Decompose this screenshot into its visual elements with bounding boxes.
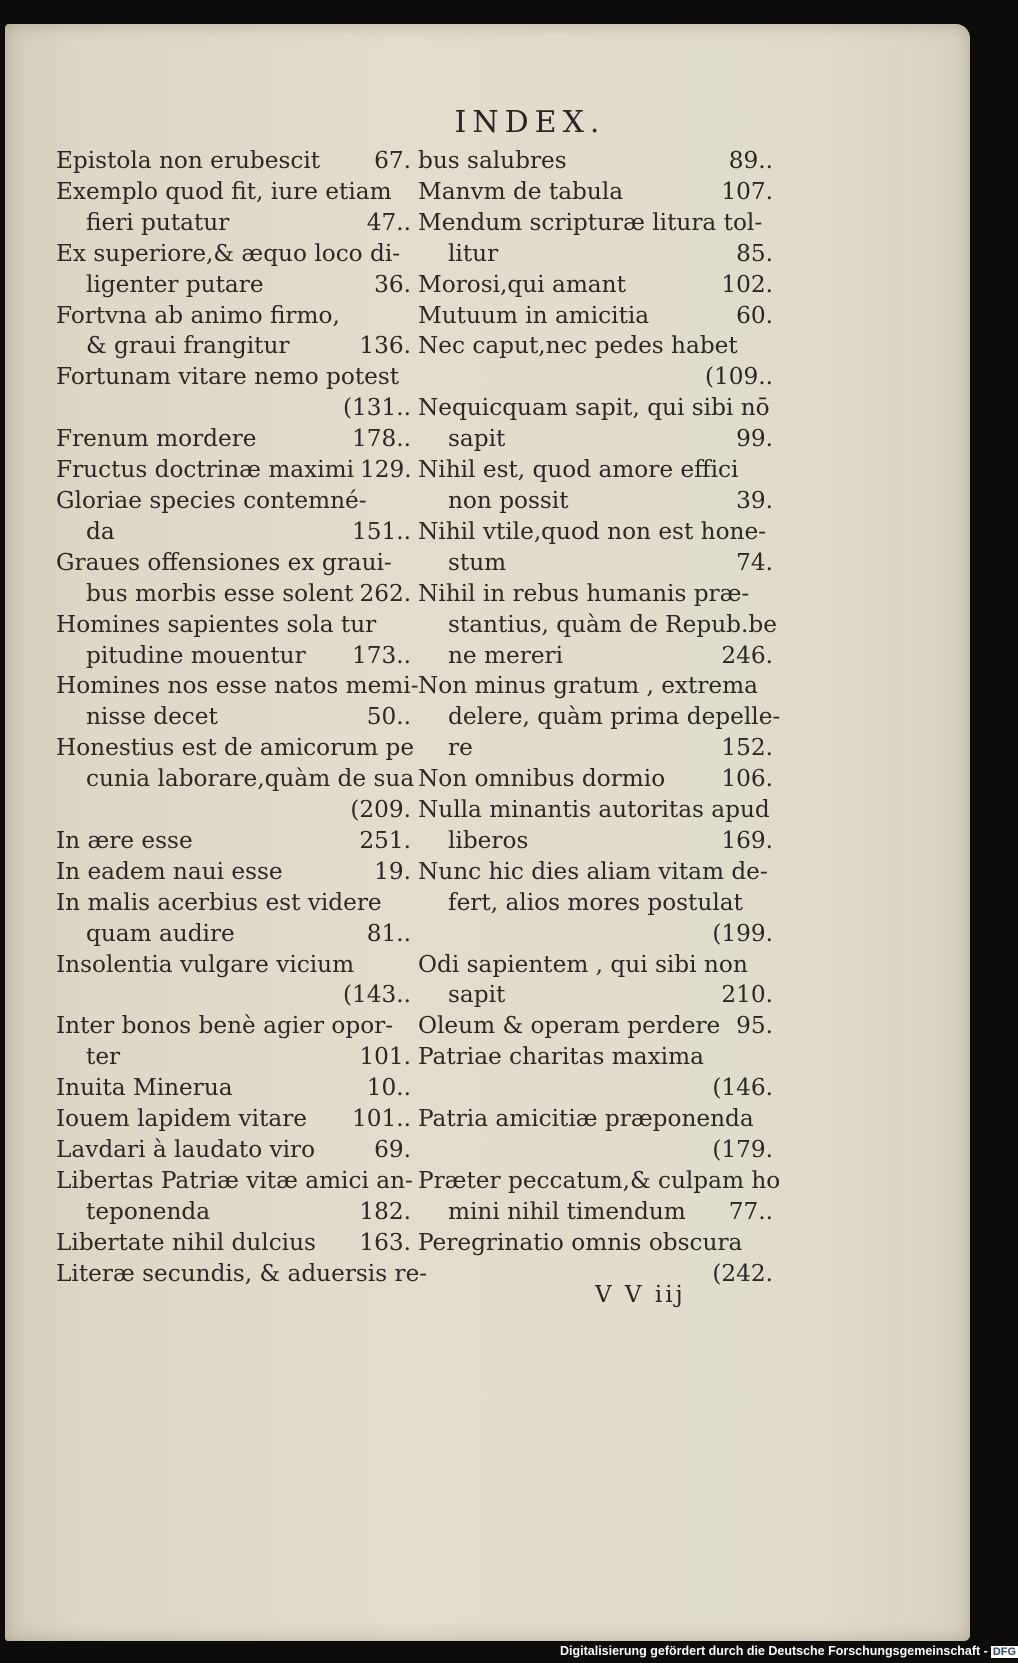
index-entry <box>418 764 773 795</box>
entry-text: Nulla minantis autoritas apud <box>418 796 770 824</box>
entry-text: Graues offensiones ex graui- <box>56 548 392 576</box>
index-entry <box>56 1166 411 1197</box>
entry-page-number: 136. <box>359 332 411 360</box>
entry-text: Nec caput,nec pedes habet <box>418 332 738 360</box>
index-entry <box>418 733 773 764</box>
entry-page-number: 106. <box>721 765 773 793</box>
index-entry <box>418 548 773 579</box>
entry-text: Nihil vtile,quod non est hone- <box>418 517 767 545</box>
entry-text: da <box>86 517 115 545</box>
entry-page-number: 10.. <box>366 1074 411 1102</box>
entry-page-number: 19. <box>374 857 411 885</box>
index-entry <box>418 888 773 919</box>
index-entry <box>418 980 773 1011</box>
entry-text: In eadem naui esse <box>56 857 283 885</box>
index-entry <box>418 177 773 208</box>
index-entry <box>418 610 777 641</box>
entry-page-number: 36. <box>374 270 411 298</box>
entry-text: bus salubres <box>418 147 567 174</box>
footer-text: Digitalisierung gefördert durch die Deutsche Forschungsgemeinschaft - <box>560 1644 988 1658</box>
index-entry <box>56 177 411 208</box>
entry-page-number: 182. <box>359 1197 411 1225</box>
index-entry <box>418 146 773 177</box>
entry-text: quam audire <box>86 919 235 947</box>
entry-text: Fructus doctrinæ maximi <box>56 456 355 484</box>
index-entry <box>56 795 411 826</box>
entry-page-number: 69. <box>374 1136 411 1163</box>
index-entry <box>56 239 411 270</box>
index-entry <box>418 1011 773 1042</box>
entry-page-number: 173.. <box>352 641 411 669</box>
entry-text: sapit <box>448 981 506 1009</box>
entry-page-number: 151.. <box>352 517 411 545</box>
entry-text: Odi sapientem , qui sibi non <box>418 950 748 978</box>
index-entry <box>418 239 773 270</box>
entry-text: In malis acerbius est videre <box>56 888 382 916</box>
entry-page-number: (131.. <box>342 394 411 422</box>
entry-text: Fortunam vitare nemo potest <box>56 363 400 391</box>
entry-text: Fortvna ab animo firmo, <box>56 301 340 329</box>
index-entry <box>418 1228 773 1259</box>
entry-page-number: 246. <box>721 641 773 669</box>
entry-page-number: 74. <box>736 548 773 576</box>
entry-text: litur <box>448 239 499 267</box>
index-entry <box>418 857 773 888</box>
entry-text: Nihil est, quod amore effici <box>418 456 739 484</box>
entry-text: Mendum scripturæ litura tol- <box>418 208 763 236</box>
entry-page-number: 85. <box>736 239 773 267</box>
index-entry <box>418 795 773 826</box>
index-entry <box>418 641 773 672</box>
entry-page-number: (209. <box>350 796 411 824</box>
entry-page-number: (179. <box>712 1136 773 1163</box>
index-column-left <box>56 146 428 1290</box>
index-entry <box>418 1197 773 1228</box>
entry-page-number: 47.. <box>366 208 411 236</box>
index-entry <box>418 1104 773 1135</box>
entry-page-number: 251. <box>359 826 411 854</box>
index-entry <box>418 919 773 950</box>
index-entry <box>418 1135 773 1166</box>
index-entry <box>56 671 419 702</box>
entry-text: ligenter putare <box>86 270 264 298</box>
index-entry <box>56 764 415 795</box>
entry-text: teponenda <box>86 1197 211 1225</box>
index-entry <box>56 950 411 981</box>
index-entry <box>418 362 773 393</box>
entry-text: Inter bonos benè agier opor- <box>56 1012 394 1040</box>
entry-text: Honestius est de amicorum pe <box>56 734 415 762</box>
entry-text: Libertate nihil dulcius <box>56 1228 316 1256</box>
entry-text: sapit <box>448 425 506 453</box>
index-entry <box>56 517 411 548</box>
entry-text: Præter peccatum,& culpam ho <box>418 1166 781 1194</box>
entry-text: bus morbis esse solent <box>86 579 354 607</box>
entry-text: In ære esse <box>56 826 193 854</box>
entry-text: Peregrinatio omnis obscura <box>418 1228 743 1256</box>
entry-text: nisse decet <box>86 703 218 731</box>
index-entry <box>418 702 781 733</box>
entry-text: Homines sapientes sola tur <box>56 610 377 638</box>
entry-page-number: 101. <box>359 1043 411 1071</box>
entry-page-number: 101.. <box>352 1105 411 1133</box>
entry-text: cunia laborare,quàm de sua <box>86 765 415 793</box>
entry-text: Insolentia vulgare vicium <box>56 950 355 978</box>
entry-page-number: 89.. <box>728 147 773 174</box>
entry-page-number: (242. <box>712 1259 773 1287</box>
entry-page-number: 67. <box>374 147 411 174</box>
entry-text: Patria amicitiæ præponenda <box>418 1105 754 1133</box>
index-entry <box>56 1011 411 1042</box>
entry-text: Oleum & operam perdere <box>418 1012 721 1040</box>
index-entry <box>56 733 415 764</box>
entry-page-number: (143.. <box>342 981 411 1009</box>
entry-text: fieri putatur <box>86 208 230 236</box>
index-entry <box>418 270 773 301</box>
entry-page-number: (199. <box>712 919 773 947</box>
entry-text: Ex superiore,& æquo loco di- <box>56 239 401 267</box>
entry-text: non possit <box>448 486 569 514</box>
index-entry <box>418 950 773 981</box>
index-entry <box>418 486 773 517</box>
entry-text: Frenum mordere <box>56 425 257 453</box>
entry-text: fert, alios mores postulat <box>448 888 743 916</box>
entry-text: Non minus gratum , extrema <box>418 672 758 700</box>
index-entry <box>56 1135 411 1166</box>
entry-text: Literæ secundis, & aduersis re- <box>56 1259 428 1287</box>
index-entry <box>56 1228 411 1259</box>
entry-text: Lavdari à laudato viro <box>56 1136 316 1163</box>
entry-page-number: 50.. <box>366 703 411 731</box>
entry-text: stantius, quàm de Repub.be <box>448 610 777 638</box>
entry-text: & graui frangitur <box>86 332 290 360</box>
index-entry <box>56 548 411 579</box>
index-entry <box>418 579 773 610</box>
page-header: INDEX. <box>454 105 606 140</box>
funding-footer <box>560 1644 1018 1658</box>
entry-page-number: 81.. <box>366 919 411 947</box>
index-entry <box>56 1104 411 1135</box>
index-entry <box>56 1197 411 1228</box>
index-entry <box>56 980 411 1011</box>
index-entry <box>418 1166 781 1197</box>
entry-text: re <box>448 734 473 762</box>
index-entry <box>56 1259 428 1290</box>
index-entry <box>418 826 773 857</box>
entry-page-number: 77.. <box>728 1197 773 1225</box>
index-entry <box>56 826 411 857</box>
signature-mark: V V iij <box>595 1282 686 1308</box>
index-entry <box>56 393 411 424</box>
index-entry <box>56 270 411 301</box>
index-entry <box>418 517 773 548</box>
entry-page-number: 163. <box>359 1228 411 1256</box>
index-entry <box>56 1073 411 1104</box>
entry-text: Non omnibus dormio <box>418 765 666 793</box>
index-entry <box>56 486 411 517</box>
index-entry <box>56 362 411 393</box>
index-entry <box>418 1073 773 1104</box>
index-column-right <box>418 146 781 1290</box>
entry-page-number: (109.. <box>704 363 773 391</box>
entry-text: Iouem lapidem vitare <box>56 1105 308 1133</box>
entry-text: Gloriae species contemné- <box>56 486 367 514</box>
index-entry <box>56 301 411 332</box>
index-entry <box>418 331 773 362</box>
index-entry <box>418 671 773 702</box>
dfg-logo: DFG <box>992 1646 1017 1658</box>
entry-text: mini nihil timendum <box>448 1197 686 1225</box>
entry-page-number: 102. <box>721 270 773 298</box>
index-entry <box>56 331 411 362</box>
index-entry <box>56 919 411 950</box>
entry-page-number: 210. <box>721 981 773 1009</box>
index-entry <box>56 579 411 610</box>
entry-text: Manvm de tabula <box>418 177 624 205</box>
entry-page-number: 39. <box>736 486 773 514</box>
index-entry <box>418 301 773 332</box>
entry-page-number: 169. <box>721 826 773 854</box>
entry-text: Mutuum in amicitia <box>418 301 650 329</box>
index-entry <box>56 424 411 455</box>
entry-text: Inuita Minerua <box>56 1074 233 1102</box>
entry-text: liberos <box>448 826 529 854</box>
index-entry <box>418 393 773 424</box>
index-entry <box>56 610 411 641</box>
entry-text: Libertas Patriæ vitæ amici an- <box>56 1166 413 1194</box>
entry-page-number: 262. <box>359 579 412 607</box>
entry-text: ne mereri <box>448 641 564 669</box>
entry-text: Homines nos esse natos memi- <box>56 672 419 700</box>
entry-page-number: 60. <box>736 301 773 329</box>
entry-page-number: 178.. <box>352 425 411 453</box>
entry-text: Morosi,qui amant <box>418 270 626 298</box>
entry-text: Nequicquam sapit, qui sibi nō <box>418 394 770 422</box>
index-entry <box>56 455 411 486</box>
index-entry <box>56 641 411 672</box>
entry-text: Exemplo quod fit, iure etiam <box>56 177 392 205</box>
index-entry <box>56 208 411 239</box>
entry-text: Nihil in rebus humanis præ- <box>418 579 750 607</box>
index-entry <box>418 1042 773 1073</box>
index-entry <box>418 208 773 239</box>
entry-page-number: 99. <box>736 425 773 453</box>
index-entry <box>56 146 411 177</box>
entry-page-number: 95. <box>736 1012 773 1040</box>
entry-text: Patriae charitas maxima <box>418 1043 704 1071</box>
index-entry <box>418 424 773 455</box>
entry-text: Epistola non erubescit <box>56 147 321 174</box>
entry-text: Nunc hic dies aliam vitam de- <box>418 857 768 885</box>
index-entry <box>56 702 411 733</box>
index-entry <box>56 888 411 919</box>
entry-page-number: 152. <box>721 734 773 762</box>
index-entry <box>56 857 411 888</box>
entry-page-number: 129. <box>360 456 412 484</box>
index-entry <box>418 455 773 486</box>
entry-text: delere, quàm prima depelle- <box>448 703 781 731</box>
entry-text: stum <box>448 548 507 576</box>
index-entry <box>56 1042 411 1073</box>
entry-text: pitudine mouentur <box>86 641 306 669</box>
entry-text: ter <box>86 1043 121 1071</box>
entry-page-number: 107. <box>721 177 773 205</box>
entry-page-number: (146. <box>712 1074 773 1102</box>
